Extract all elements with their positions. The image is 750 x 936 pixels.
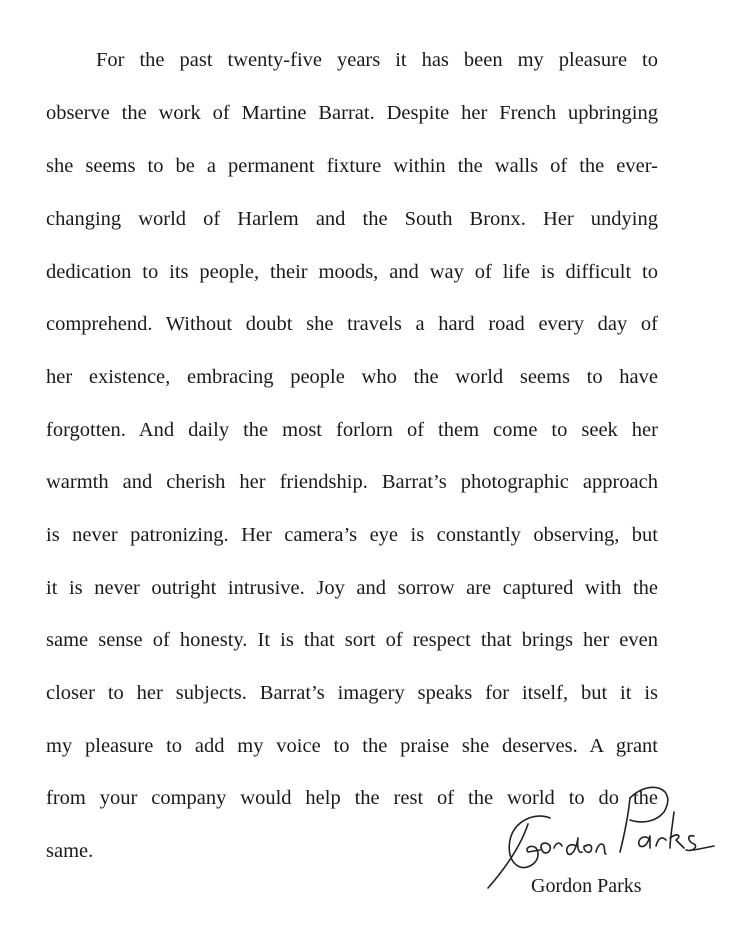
letter-line-12: same sense of honesty. It is that sort of respect that brings her even (46, 629, 658, 651)
letter-line-2: observe the work of Martine Barrat. Despite her French upbringing (46, 102, 658, 124)
letter-line-5: dedication to its people, their moods, and way of life is difficult to (46, 261, 658, 283)
letter-line-15: from your company would help the rest of the world to do the (46, 787, 658, 809)
letter-line-16: same. (46, 840, 94, 862)
letter-line-9: warmth and cherish her friendship. Barrat’s photographic approach (46, 471, 658, 493)
letter-line-10: is never patronizing. Her camera’s eye is constantly observing, but (46, 524, 658, 546)
letter-line-14: my pleasure to add my voice to the praise she deserves. A grant (46, 735, 658, 757)
signer-name: Gordon Parks (531, 875, 642, 897)
letter-line-1: For the past twenty-five years it has been my pleasure to (96, 49, 658, 71)
letter-line-13: closer to her subjects. Barrat’s imagery speaks for itself, but it is (46, 682, 658, 704)
letter-line-6: comprehend. Without doubt she travels a hard road every day of (46, 313, 658, 335)
letter-line-8: forgotten. And daily the most forlorn of them come to seek her (46, 419, 658, 441)
letter-line-7: her existence, embracing people who the world seems to have (46, 366, 658, 388)
letter-line-4: changing world of Harlem and the South Bronx. Her undying (46, 208, 658, 230)
letter-line-11: it is never outright intrusive. Joy and sorrow are captured with the (46, 577, 658, 599)
letter-line-3: she seems to be a permanent fixture within the walls of the ever- (46, 155, 658, 177)
